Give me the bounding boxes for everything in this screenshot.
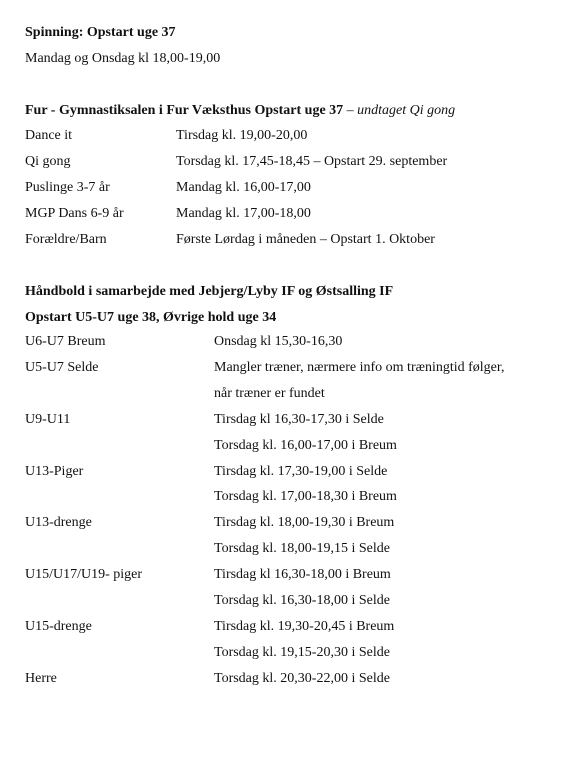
fur-row [25, 179, 549, 197]
handbold-subheading: Opstart U5-U7 uge 38, Øvrige hold uge 34 [25, 310, 277, 325]
handbold-row-time: Tirsdag kl. 18,00-19,30 i Breum [214, 515, 395, 531]
handbold-row [25, 670, 549, 688]
handbold-row [25, 488, 549, 506]
handbold-row-time: Torsdag kl. 16,30-18,00 i Selde [214, 593, 390, 608]
fur-heading-note: – undtaget Qi gong [343, 103, 456, 118]
fur-row [25, 153, 549, 171]
handbold-row-time: Mangler træner, nærmere info om træningtid følger, [214, 359, 505, 375]
handbold-row [25, 592, 549, 610]
handbold-row [25, 333, 549, 351]
handbold-row-time: Tirsdag kl. 17,30-19,00 i Selde [214, 463, 388, 479]
handbold-row-name: U6-U7 Breum [25, 334, 106, 349]
fur-row [25, 231, 549, 249]
handbold-row [25, 618, 549, 636]
fur-row-time: Mandag kl. 17,00-18,00 [176, 206, 311, 221]
fur-row-name: Forældre/Barn [25, 232, 107, 247]
handbold-row-name: U15-drenge [25, 618, 92, 634]
handbold-row-time: Onsdag kl 15,30-16,30 [214, 334, 343, 349]
handbold-row-name: U15/U17/U19- piger [25, 567, 143, 583]
spinning-schedule: Mandag og Onsdag kl 18,00-19,00 [25, 51, 221, 66]
handbold-row-name: U13-Piger [25, 463, 84, 479]
handbold-row-name: Herre [25, 670, 57, 686]
fur-row-name: MGP Dans 6-9 år [25, 206, 124, 221]
handbold-row-time: når træner er fundet [214, 385, 325, 401]
spinning-heading: Spinning: Opstart uge 37 [25, 25, 176, 40]
handbold-row [25, 359, 549, 377]
handbold-row-time: Tirsdag kl 16,30-17,30 i Selde [214, 411, 384, 427]
fur-row-name: Qi gong [25, 154, 71, 169]
handbold-row-time: Torsdag kl. 19,15-20,30 i Selde [214, 644, 390, 660]
handbold-row [25, 463, 549, 481]
handbold-row [25, 385, 549, 403]
fur-row-time: Første Lørdag i måneden – Opstart 1. Oktober [176, 232, 435, 247]
handbold-row [25, 566, 549, 584]
handbold-row-time: Torsdag kl. 18,00-19,15 i Selde [214, 541, 390, 557]
fur-row-time: Mandag kl. 16,00-17,00 [176, 180, 311, 195]
handbold-heading: Håndbold i samarbejde med Jebjerg/Lyby IF og Østsalling IF [25, 284, 394, 299]
fur-row-name: Puslinge 3-7 år [25, 180, 110, 195]
handbold-row [25, 514, 549, 532]
handbold-row-name: U9-U11 [25, 411, 71, 427]
handbold-row-name: U5-U7 Selde [25, 359, 99, 375]
fur-heading [25, 102, 455, 120]
fur-row-name: Dance it [25, 128, 73, 143]
handbold-row-time: Tirsdag kl. 19,30-20,45 i Breum [214, 618, 395, 634]
handbold-row [25, 540, 549, 558]
handbold-row [25, 411, 549, 429]
handbold-row-time: Torsdag kl. 17,00-18,30 i Breum [214, 489, 397, 505]
handbold-row [25, 644, 549, 662]
handbold-row [25, 437, 549, 455]
fur-row-time: Tirsdag kl. 19,00-20,00 [176, 128, 308, 143]
fur-row [25, 205, 549, 223]
handbold-row-name: U13-drenge [25, 515, 92, 531]
fur-row-time: Torsdag kl. 17,45-18,45 – Opstart 29. september [176, 154, 448, 169]
handbold-row-time: Torsdag kl. 16,00-17,00 i Breum [214, 437, 397, 453]
fur-heading-text: Fur - Gymnastiksalen i Fur Væksthus Opstart uge 37 [25, 103, 344, 118]
fur-row [25, 127, 549, 145]
handbold-row-time: Tirsdag kl 16,30-18,00 i Breum [214, 567, 391, 583]
handbold-row-time: Torsdag kl. 20,30-22,00 i Selde [214, 670, 390, 686]
